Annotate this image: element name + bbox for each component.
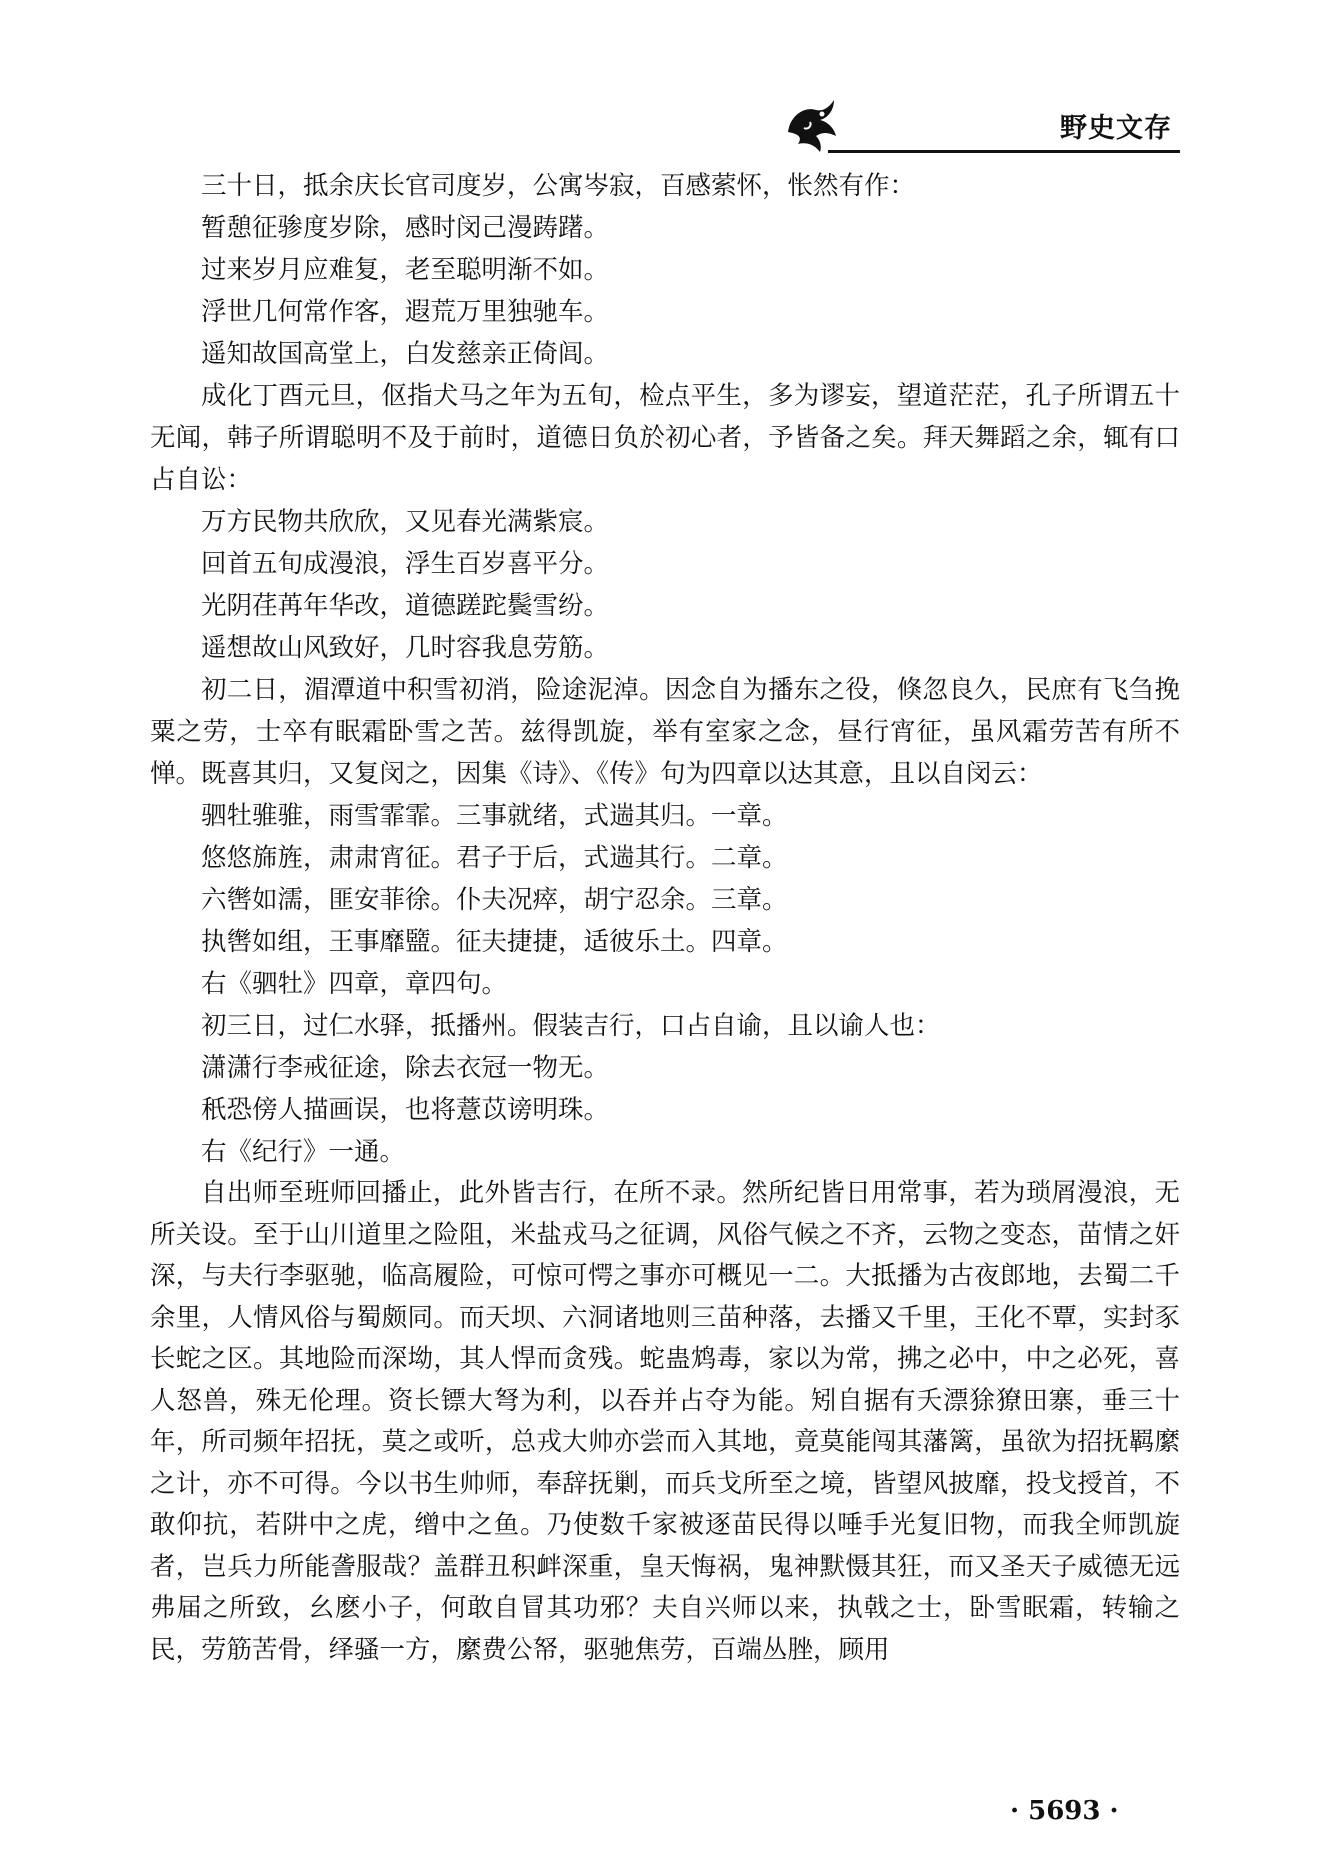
paragraph: 三十日，抵余庆长官司度岁，公寓岑寂，百感萦怀，怅然有作： [201,171,916,201]
verse-line: 遥知故国高堂上，白发慈亲正倚闾。 [201,339,610,369]
page-body [150,165,1180,1671]
verse-note: 右《纪行》一通。 [201,1137,406,1167]
verse-line: 潇潇行李戒征途，除去衣冠一物无。 [201,1053,610,1083]
verse-line: 驷牡骓骓，雨雪霏霏。三事就绪，式遄其归。一章。 [201,801,788,831]
paragraph: 初三日，过仁水驿，抵播州。假装吉行，口占自谕，且以谕人也： [201,1011,941,1041]
verse-note: 右《驷牡》四章，章四句。 [201,969,508,999]
verse-line: 秖恐傍人描画误，也将薏苡谤明珠。 [201,1095,610,1125]
paragraph: 自出师至班师回播止，此外皆吉行，在所不录。然所纪皆日用常事，若为琐屑漫浪，无所关设。至于山川道里之险阻，米盐戎马之征调，风俗气候之不齐，云物之变态，苗情之奸深，与夫行李驱驰，临高履险，可惊可愕之事亦可概见一二。大抵播为古夜郎地，去蜀二千余里，人情风俗与蜀颇同。而天坝、六洞诸地则三苗种落，去播又千里，王化不覃，实封豕长蛇之区。其地险而深坳，其人悍而贪残。蛇蛊鸩毒，家以为常，拂之必中，中之必死，喜人怒兽，殊无伦理。资长镖大弩为利，以吞并占夺为能。矧自据有夭漂狳獠田寨，垂三十年，所司频年招抚，莫之或听，总戎大帅亦尝而入其地，竟莫能闯其藩篱，虽欲为招抚羁縻之计，亦不可得。今以书生帅师，奉辞抚剿，而兵戈所至之境，皆望风披靡，投戈授首，不敢仰抗，若阱中之虎，缯中之鱼。乃使数千家被逐苗民得以唾手光复旧物，而我全师凯旋者，岂兵力所能詟服哉？盖群丑积衅深重，皇天悔祸，鬼神默慑其狂，而又圣天子威德无远弗届之所致，幺麽小子，何敢自冒其功邪？夫自兴师以来，执戟之士，卧雪眠霜，转输之民，劳筋苦骨，绎骚一方，縻费公帑，驱驰焦劳，百端丛脞，顾用 [150,1178,1180,1665]
header-rule [828,150,1180,153]
verse-line: 浮世几何常作客，遐荒万里独驰车。 [201,297,610,327]
series-title: 野史文存 [1060,113,1172,144]
paragraph: 初二日，湄潭道中积雪初消，险途泥淖。因念自为播东之役，倏忽良久，民庶有飞刍挽粟之劳，士卒有眠霜卧雪之苦。兹得凯旋，举有室家之念，昼行宵征，虽风霜劳苦有所不惮。既喜其归，又复闵之，因集《诗》、《传》句为四章以达其意，且以自闵云： [150,675,1180,789]
verse-line: 执辔如组，王事靡盬。征夫捷捷，适彼乐土。四章。 [201,927,788,957]
verse-line: 回首五旬成漫浪，浮生百岁喜平分。 [201,549,610,579]
verse-line: 悠悠旆旌，肃肃宵征。君子于后，式遄其行。二章。 [201,843,788,873]
verse-line: 过来岁月应难复，老至聪明渐不如。 [201,255,610,285]
verse-line: 六辔如濡，匪安菲徐。仆夫况瘁，胡宁忍余。三章。 [201,885,788,915]
verse-line: 光阴荏苒年华改，道德蹉跎鬓雪纷。 [201,591,610,621]
verse-line: 遥想故山风致好，几时容我息劳筋。 [201,633,610,663]
dragon-emblem-icon [780,92,844,156]
running-header [780,92,1180,160]
page-number: · 5693 · [1010,1796,1119,1826]
paragraph: 成化丁酉元旦，伛指犬马之年为五旬，检点平生，多为谬妄，望道茫茫，孔子所谓五十无闻，韩子所谓聪明不及于前时，道德日负於初心者，予皆备之矣。拜天舞蹈之余，辄有口占自讼： [150,381,1180,495]
verse-line: 万方民物共欣欣，又见春光满紫宸。 [201,507,610,537]
verse-line: 暂憩征骖度岁除，感时闵己漫踌躇。 [201,213,610,243]
